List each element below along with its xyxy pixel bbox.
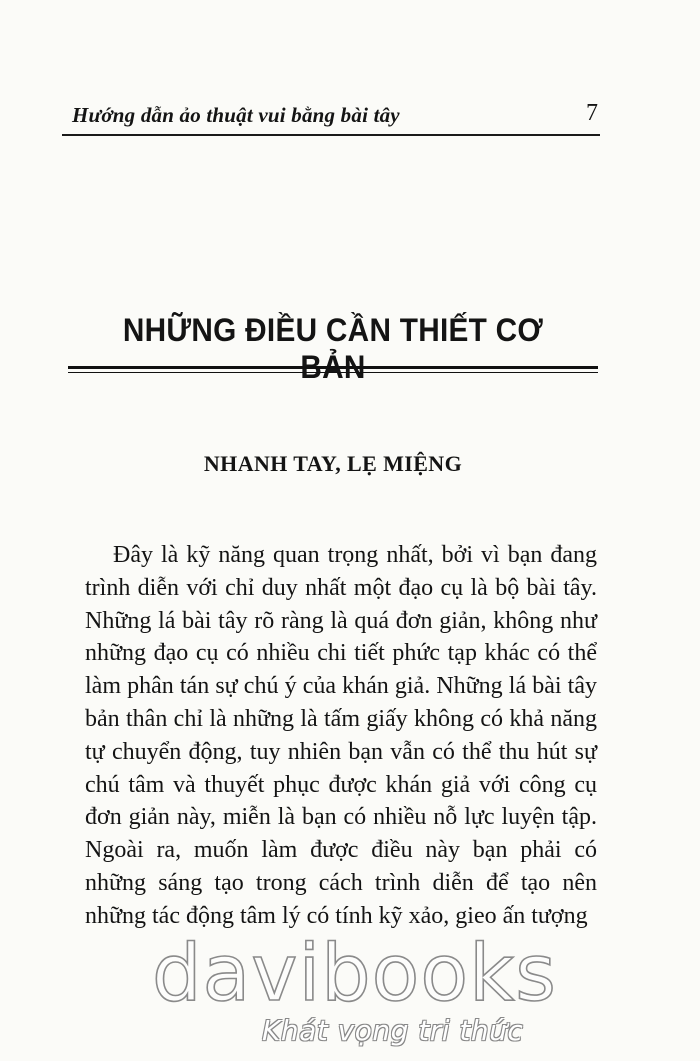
chapter-rule-thick: [68, 366, 598, 369]
chapter-rule-thin: [68, 372, 598, 373]
chapter-title: NHỮNG ĐIỀU CẦN THIẾT CƠ: [122, 312, 544, 348]
watermark-logo: [150, 930, 570, 1012]
watermark-logo-text: davibooks: [152, 930, 557, 1012]
running-title: Hướng dẫn ảo thuật vui bằng bài tây: [72, 103, 400, 127]
section-title: NHANH TAY, LẸ MIỆNG: [203, 451, 463, 476]
page-number: 7: [586, 100, 598, 126]
watermark-slogan: Khát vọng tri thức: [262, 1014, 524, 1047]
running-header: [62, 100, 600, 136]
body-paragraph: Đây là kỹ năng quan trọng nhất, bởi vì bạn đang trình diễn với chỉ duy nhất một đạo cụ là bộ bài tây. Những lá bài tây rõ ràng là quá đơn giản, không như những đạo cụ có nhiều chi tiết phức tạp khác có thể làm phân tán sự chú ý của khán giả. Những lá bài tây bản thân chỉ là những là tấm giấy không có khả năng tự chuyển động, tuy nhiên bạn vẫn có thể thu hút sự chú tâm và thuyết phục được khán giả với công cụ đơn giản này, miễn là bạn có nhiều nỗ lực luyện tập. Ngoài ra, muốn làm được điều này bạn phải có những sáng tạo trong cách trình diễn để tạo nên những tác động tâm lý có tính kỹ xảo, gieo ấn tượng: [85, 542, 597, 929]
